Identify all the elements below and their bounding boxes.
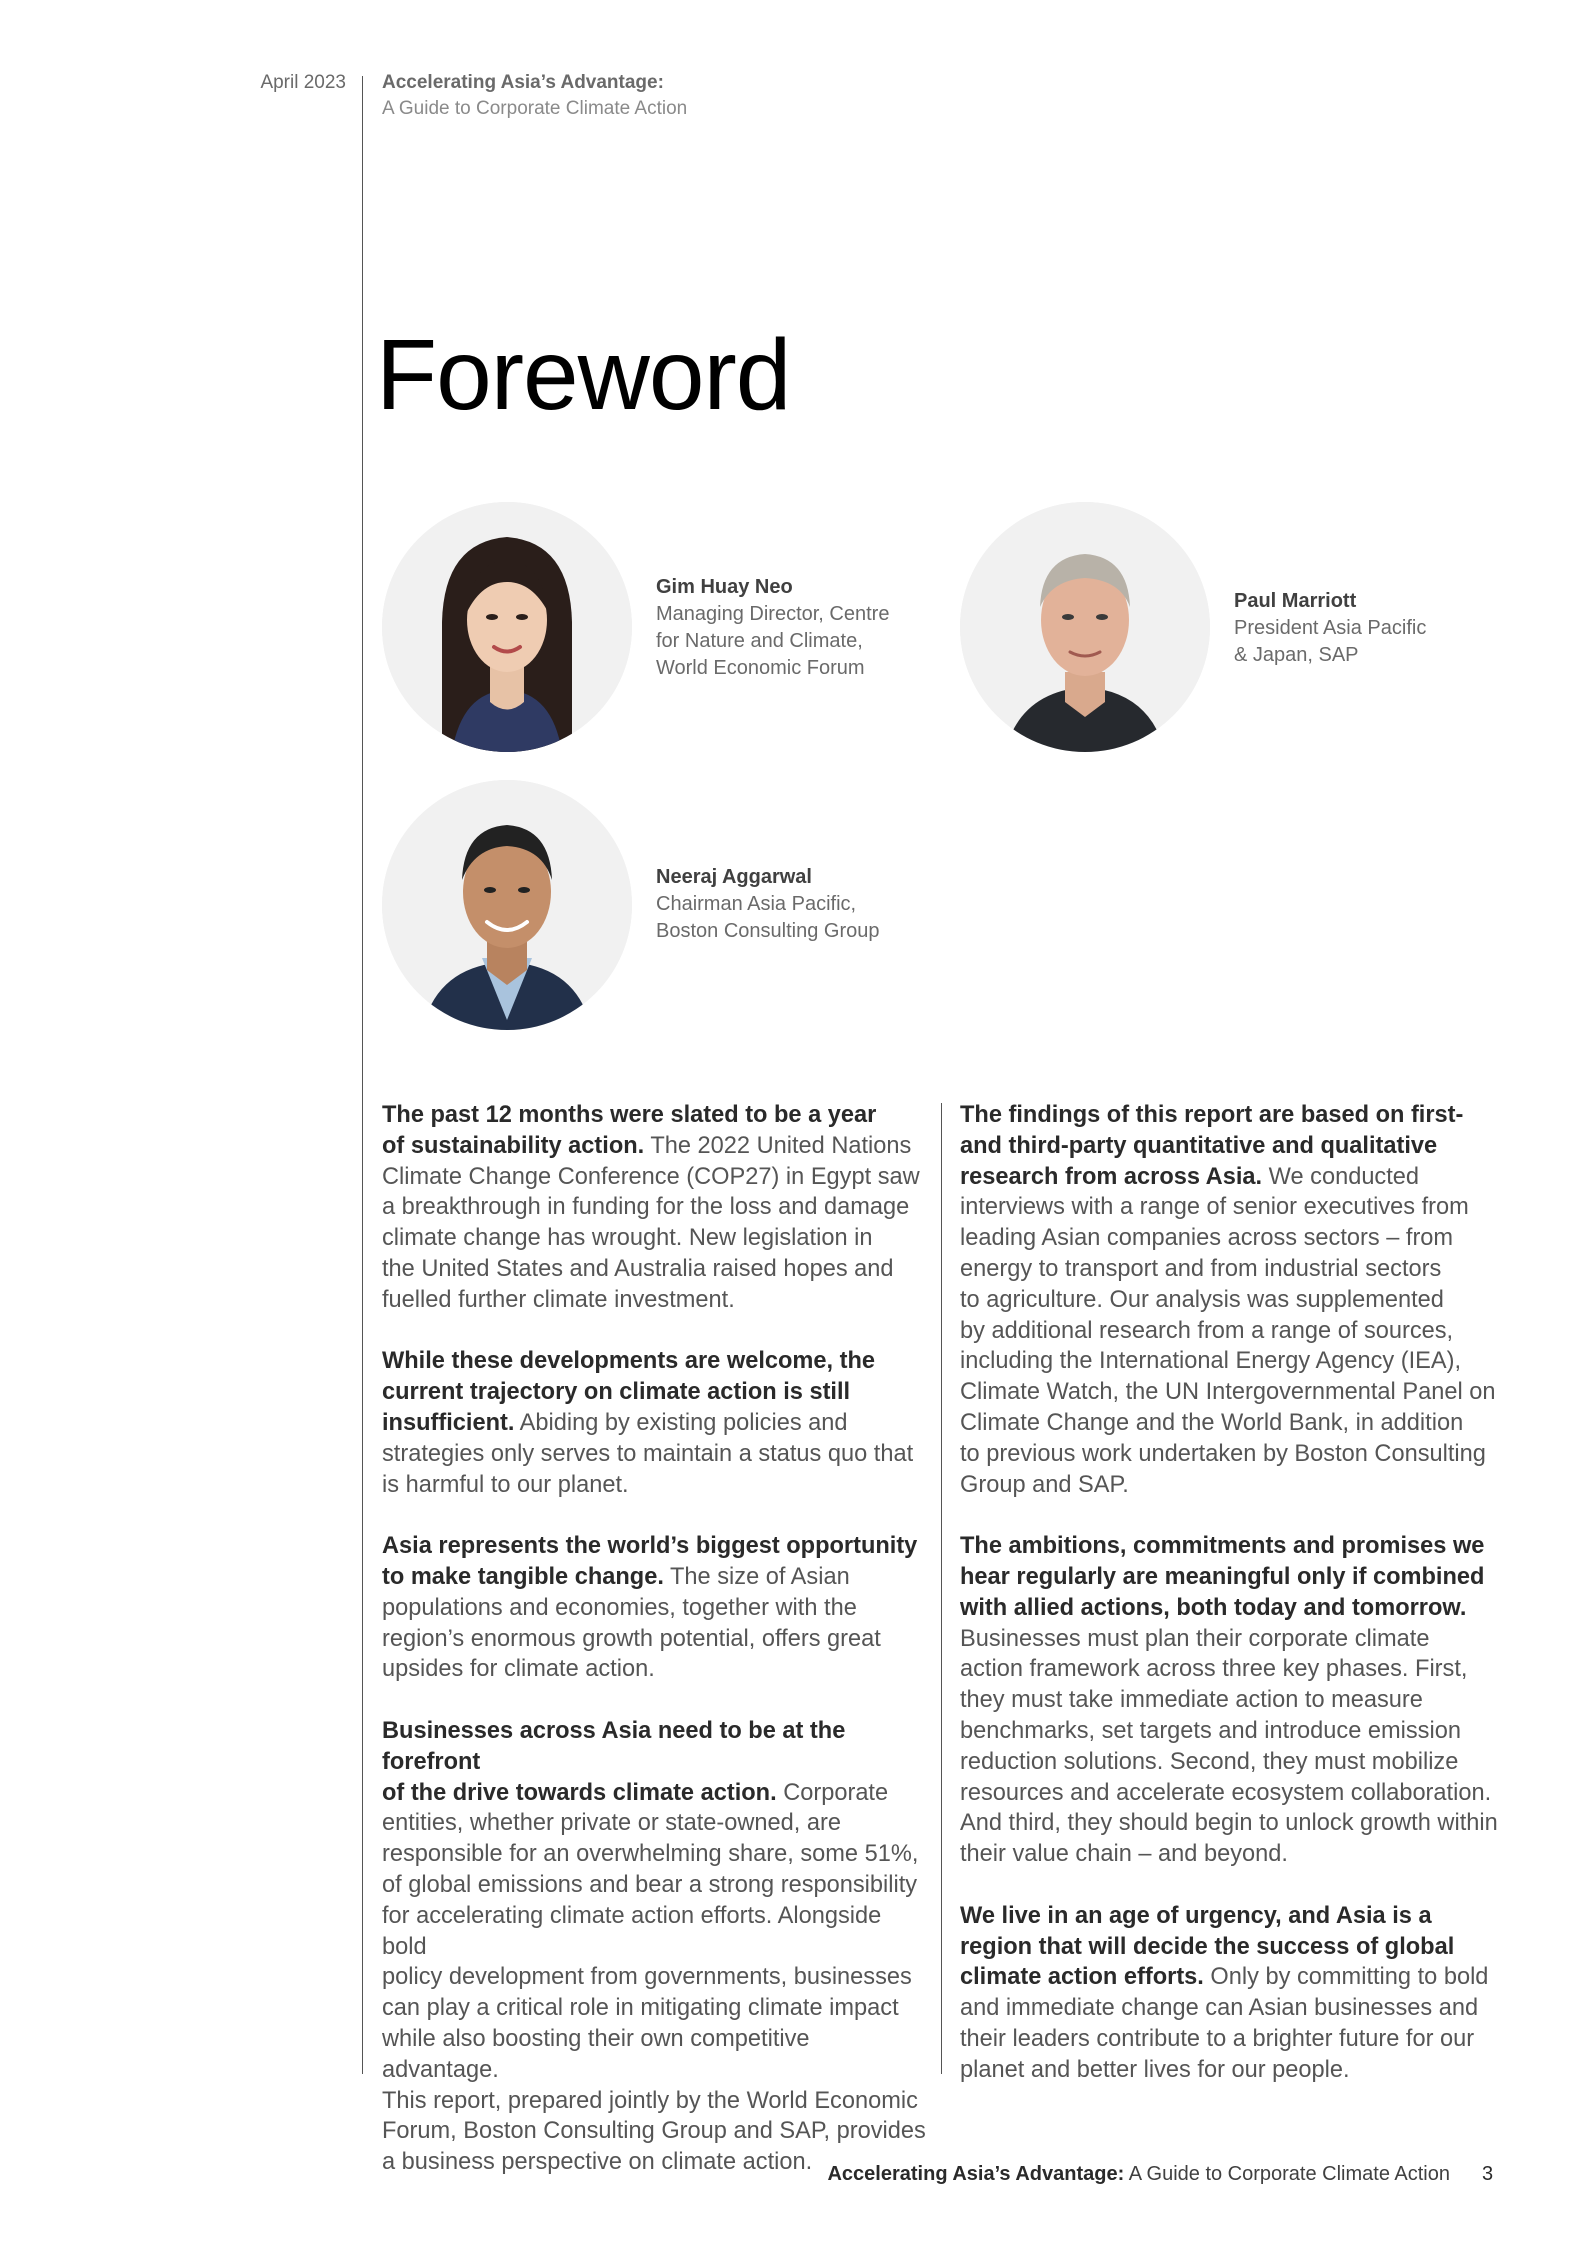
person-name: Gim Huay Neo — [656, 576, 793, 598]
person-card-neeraj-aggarwal — [656, 864, 916, 945]
footer-subtitle: A Guide to Corporate Climate Action — [1124, 2163, 1450, 2185]
header-title: Accelerating Asia’s Advantage: — [382, 72, 664, 93]
person-name: Neeraj Aggarwal — [656, 866, 812, 888]
paragraph-lead: The ambitions, commitments and promises we hear regularly are meaningful only if combined with allied actions, both today and tomorrow. — [960, 1533, 1485, 1621]
paragraph — [960, 1100, 1510, 1500]
paragraph — [960, 1531, 1510, 1870]
paragraph-lead: Asia represents the world’s biggest opportunity to make tangible change. — [382, 1533, 918, 1590]
footer-title — [760, 2163, 1450, 2186]
paragraph-lead: The past 12 months were slated to be a year of sustainability action. — [382, 1102, 877, 1159]
paragraph-lead: While these developments are welcome, the current trajectory on climate action is still insufficient. — [382, 1348, 876, 1436]
paragraph-body: We conducted interviews with a range of senior executives from leading Asian companies across sectors – from energy to transport and from industrial sectors to agriculture. Our analysis was supplemented by additional research from a range of sources, including the International Energy Agency (IEA), Climate Watch, the UN Intergovernmental Panel on Climate Change and the World Bank, in addition to previous work undertaken by Boston Consulting Group and SAP. — [960, 1163, 1496, 1498]
person-role: Managing Director, Centre for Nature and Climate, World Economic Forum — [656, 603, 890, 679]
person-role: President Asia Pacific & Japan, SAP — [1234, 617, 1427, 666]
portrait-paul-marriott — [960, 502, 1210, 752]
page-title: Foreword — [376, 319, 791, 431]
paragraph-body: The 2022 United Nations Climate Change Conference (COP27) in Egypt saw a breakthrough in funding for the loss and damage climate change has wrought. New legislation in the United States and Australia raised hopes and fuelled further climate investment. — [382, 1132, 920, 1313]
column-divider — [941, 1103, 942, 2074]
person-name: Paul Marriott — [1234, 590, 1357, 612]
footer-title-bold: Accelerating Asia’s Advantage: — [827, 2163, 1125, 2185]
paragraph — [382, 1531, 932, 1685]
page-number: 3 — [1482, 2163, 1494, 2185]
foreword-column-left — [382, 1100, 932, 2209]
header-subtitle: A Guide to Corporate Climate Action — [382, 98, 688, 119]
paragraph-lead: The findings of this report are based on first- and third-party quantitative and qualitative research from across Asia. — [960, 1102, 1464, 1190]
person-card-gim-huay-neo — [656, 574, 896, 682]
paragraph-lead: We live in an age of urgency, and Asia is a region that will decide the success of global climate action efforts. — [960, 1902, 1455, 1991]
paragraph — [382, 1716, 932, 2178]
margin-rule — [362, 76, 363, 2074]
paragraph — [382, 1100, 932, 1316]
foreword-column-right — [960, 1100, 1510, 2116]
paragraph-body: Businesses must plan their corporate climate action framework across three key phases. First, they must take immediate action to measure benchmarks, set targets and introduce emission reduction solutions. Second, they must mobilize resources and accelerate ecosystem collaboration. And third, they should begin to unlock growth within their value chain – and beyond. — [960, 1625, 1498, 1868]
paragraph — [382, 1346, 932, 1500]
person-card-paul-marriott — [1234, 588, 1474, 669]
portrait-gim-huay-neo — [382, 502, 632, 752]
paragraph-body: Only by committing to bold and immediate change can Asian businesses and their leaders contribute to a brighter future for our planet and better lives for our people. — [960, 1964, 1489, 2083]
paragraph-body: The size of Asian populations and economies, together with the region’s enormous growth potential, offers great upsides for climate action. — [382, 1563, 881, 1683]
paragraph-body: Abiding by existing policies and strategies only serves to maintain a status quo that is harmful to our planet. — [382, 1409, 914, 1498]
portrait-neeraj-aggarwal — [382, 780, 632, 1030]
paragraph-lead: Businesses across Asia need to be at the forefront of the drive towards climate action. — [382, 1717, 846, 1806]
paragraph — [960, 1901, 1510, 2086]
header-date: April 2023 — [260, 72, 346, 93]
paragraph-body: Corporate entities, whether private or state-owned, are responsible for an overwhelming share, some 51%, of global emissions and bear a strong responsibility for accelerating climate action efforts. Alongside bold policy development from governments, businesses can play a critical role in mitigating climate impact while also boosting their own competitive advantage. This report, prepared jointly by the World Economic Forum, Boston Consulting Group and SAP, provides a business perspective on climate action. — [382, 1779, 926, 2176]
person-role: Chairman Asia Pacific, Boston Consulting Group — [656, 893, 880, 942]
